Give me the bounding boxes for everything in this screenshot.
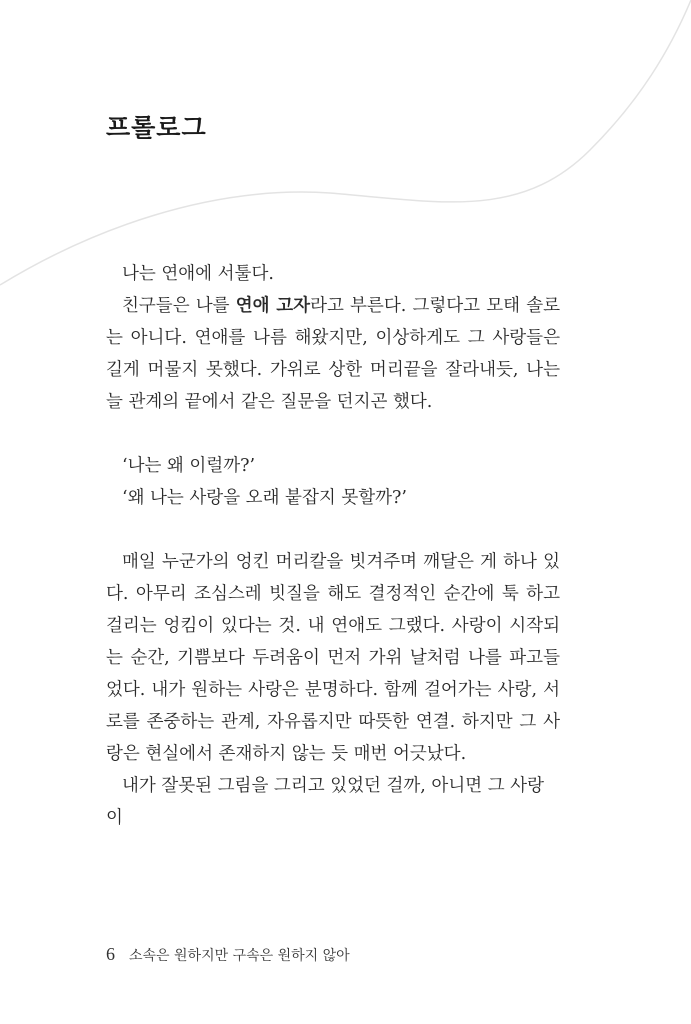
page-footer	[106, 944, 350, 965]
paragraph	[106, 290, 560, 418]
paragraph: 매일 누군가의 엉킨 머리칼을 빗겨주며 깨달은 게 하나 있다. 아무리 조심스레 빗질을 해도 결정적인 순간에 툭 하고 걸리는 엉킴이 있다는 것. 내 연애도 그랬다. 사랑이 시작되는 순간, 기쁨보다 두려움이 먼저 가위 날처럼 나를 파고들었다. 내가 원하는 사랑은 분명하다. 함께 걸어가는 사랑, 서로를 존중하는 관계, 자유롭지만 따뜻한 연결. 하지만 그 사랑은 현실에서 존재하지 않는 듯 매번 어긋났다.	[106, 552, 560, 764]
paragraph: 나는 연애에 서툴다.	[122, 264, 274, 284]
quote: ‘왜 나는 사랑을 오래 붙잡지 못할까?’	[122, 488, 407, 508]
running-title: 소속은 원하지만 구속은 원하지 않아	[129, 948, 350, 964]
quote: ‘나는 왜 이럴까?’	[122, 456, 256, 476]
chapter-title: 프롤로그	[106, 113, 207, 142]
paragraph-gap	[106, 514, 560, 546]
bold-phrase: 연애 고자	[235, 296, 311, 316]
paragraph: 내가 잘못된 그림을 그리고 있었던 걸까, 아니면 그 사랑이	[106, 776, 544, 828]
text-run: 친구들은 나를	[122, 296, 236, 316]
body-text	[106, 258, 560, 834]
decorative-curve	[0, 0, 691, 300]
page-number: 6	[106, 944, 115, 964]
text-run: 라고 부른다. 그렇다고 모태 솔로는 아니다. 연애를 나름 해왔지만, 이상하게도 그 사랑들은 길게 머물지 못했다. 가위로 상한 머리끝을 잘라내듯, 나는 늘 관계의 끝에서 같은 질문을 던지곤 했다.	[106, 296, 561, 412]
paragraph-gap	[106, 418, 560, 450]
